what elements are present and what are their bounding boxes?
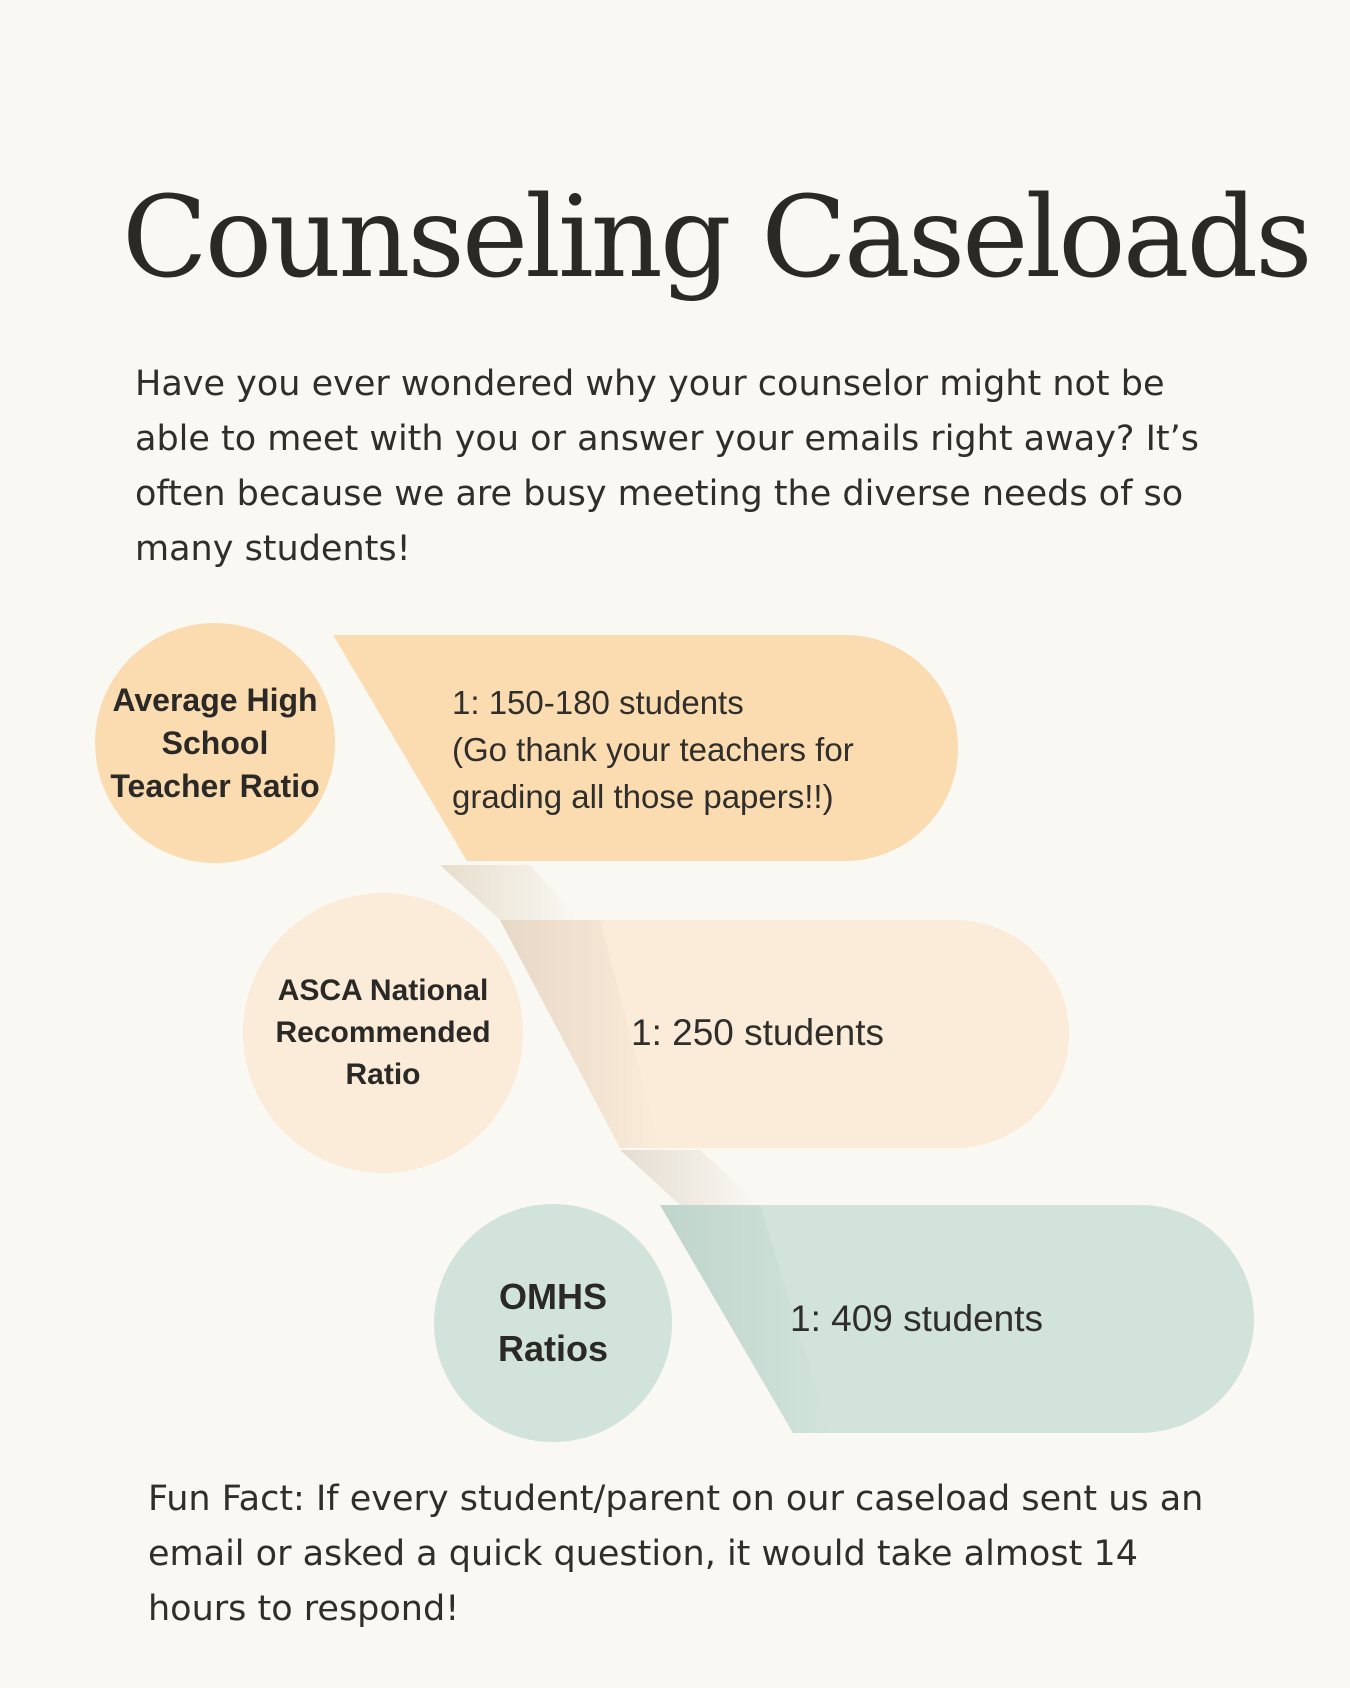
bar-gap-shadow xyxy=(620,1150,760,1205)
circle-label-asca: ASCA National Recommended Ratio xyxy=(275,974,491,1091)
page-title: Counseling Caseloads xyxy=(122,173,1310,303)
circle-label-teacher: Average High School Teacher Ratio xyxy=(110,681,320,804)
intro-paragraph: Have you ever wondered why your counselor might not be able to meet with you or answer your emails right away? It’s often because we are busy meeting the diverse needs of so many students! xyxy=(135,364,1200,569)
fun-fact: Fun Fact: If every student/parent on our caseload sent us an email or asked a quick question, it would take almost 14 hours to respond! xyxy=(148,1479,1204,1629)
circle-label-omhs: OMHS Ratios xyxy=(497,1276,609,1369)
ratio-value-teacher: 1: 150-180 students (Go thank your teachers for grading all those papers!!) xyxy=(452,684,854,815)
ratio-value-omhs: 1: 409 students xyxy=(790,1298,1044,1339)
ratio-value-asca: 1: 250 students xyxy=(631,1012,885,1053)
